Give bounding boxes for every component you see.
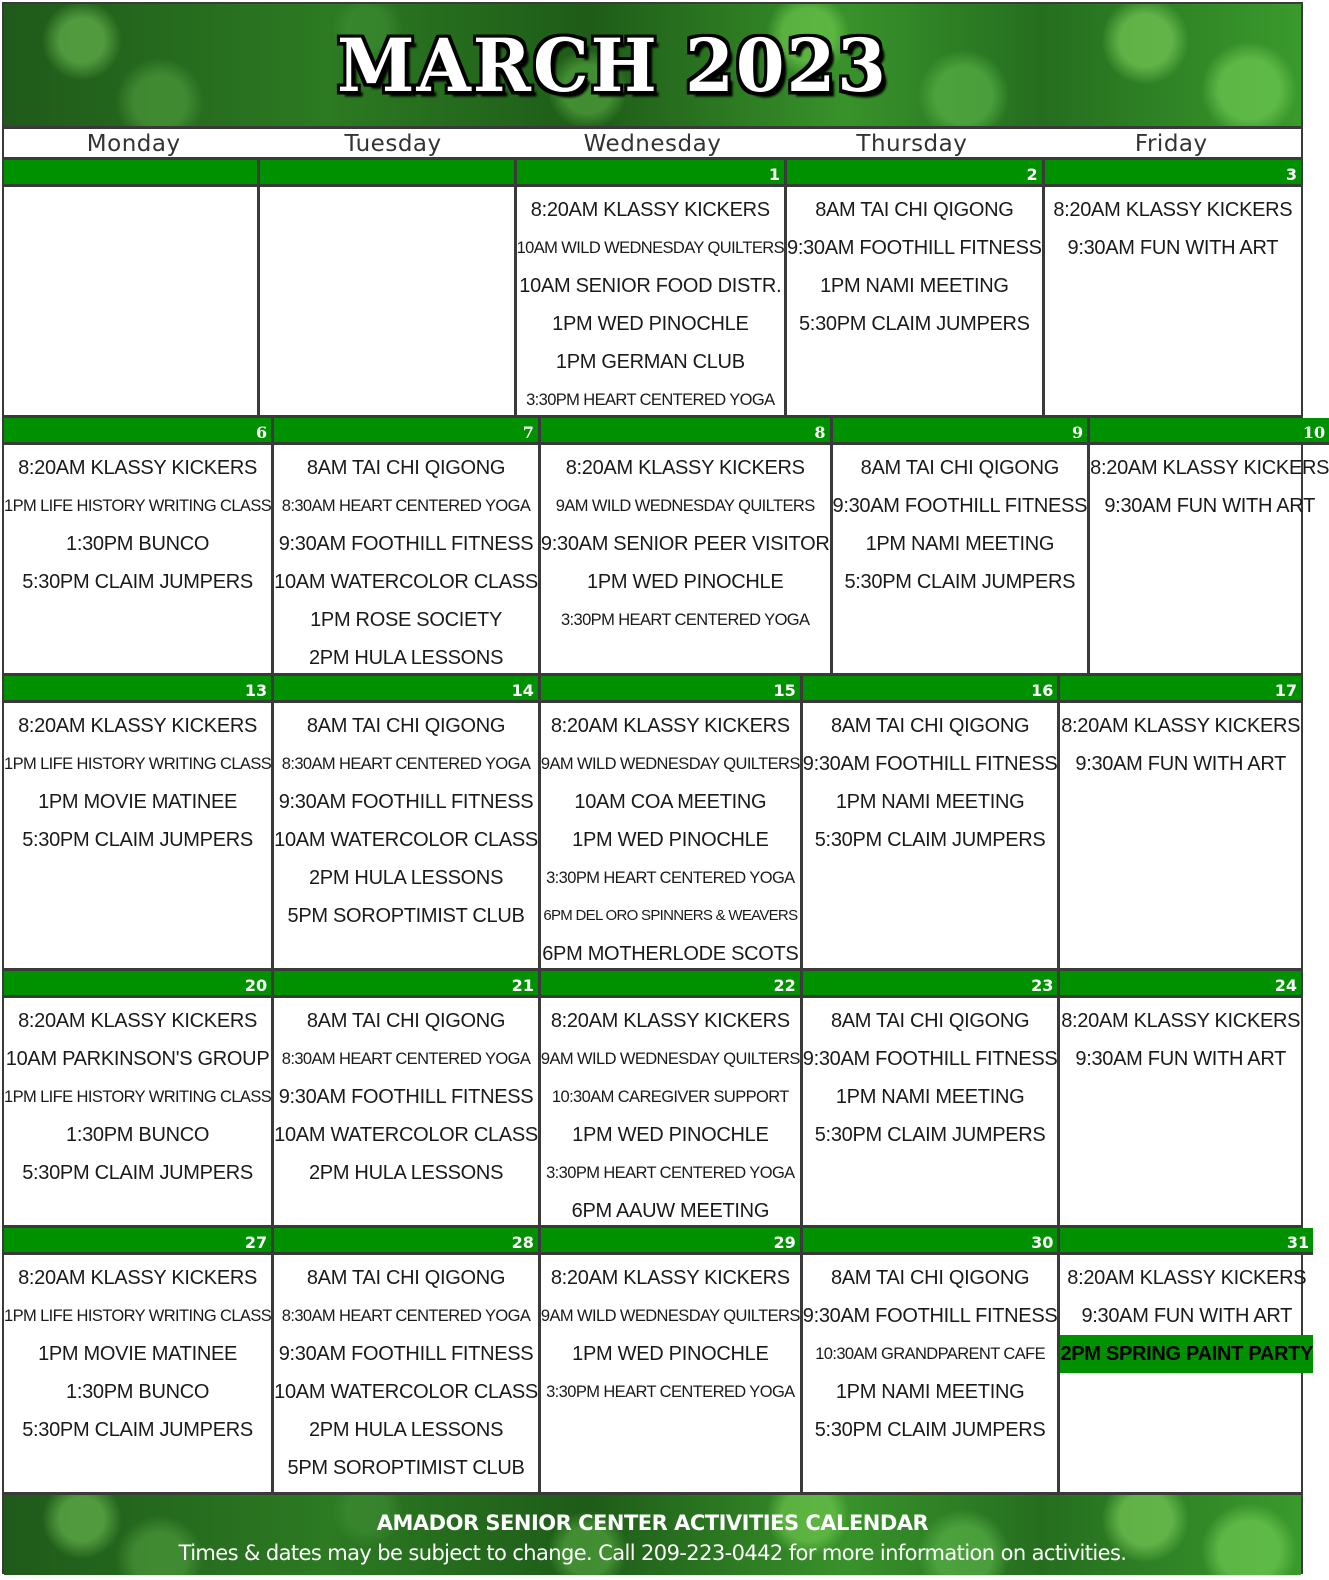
footer-banner bbox=[4, 1492, 1301, 1575]
weekday-thursday: Thursday bbox=[856, 131, 968, 157]
day-cell bbox=[4, 971, 274, 1230]
weekday-wednesday: Wednesday bbox=[583, 131, 722, 157]
event-list bbox=[541, 703, 800, 973]
event-item: 9AM WILD WEDNESDAY QUILTERS bbox=[540, 1307, 800, 1325]
event-item: 1PM NAMI MEETING bbox=[865, 533, 1055, 555]
event-item: 3:30PM HEART CENTERED YOGA bbox=[526, 391, 775, 409]
day-number: 14 bbox=[274, 676, 538, 703]
weekday-header-row bbox=[4, 126, 1301, 160]
event-item: 9:30AM FUN WITH ART bbox=[1075, 753, 1287, 775]
event-item: 3:30PM HEART CENTERED YOGA bbox=[546, 869, 795, 887]
day-cell bbox=[803, 971, 1061, 1230]
event-item: 8:20AM KLASSY KICKERS bbox=[550, 715, 790, 737]
event-item: 1PM MOVIE MATINEE bbox=[38, 1343, 238, 1365]
event-item: 8AM TAI CHI QIGONG bbox=[306, 457, 506, 479]
event-item: 8:20AM KLASSY KICKERS bbox=[550, 1267, 790, 1289]
event-item: 9:30AM FOOTHILL FITNESS bbox=[278, 791, 534, 813]
day-number: 24 bbox=[1060, 971, 1301, 998]
day-number: 7 bbox=[274, 418, 538, 445]
event-list bbox=[274, 445, 538, 677]
weekday-monday: Monday bbox=[86, 131, 181, 157]
day-cell bbox=[1090, 418, 1329, 677]
day-number: 31 bbox=[1060, 1228, 1313, 1255]
day-cell bbox=[1045, 160, 1301, 419]
event-item: 1PM LIFE HISTORY WRITING CLASS bbox=[4, 1307, 272, 1325]
event-item: 1PM NAMI MEETING bbox=[835, 1381, 1025, 1403]
event-item: 1:30PM BUNCO bbox=[66, 1124, 210, 1146]
day-cell bbox=[274, 418, 541, 677]
event-item: 3:30PM HEART CENTERED YOGA bbox=[560, 611, 810, 629]
event-item: 5:30PM CLAIM JUMPERS bbox=[844, 571, 1076, 593]
event-item: 8:20AM KLASSY KICKERS bbox=[1061, 715, 1301, 737]
calendar-grid bbox=[4, 160, 1329, 1492]
week-row bbox=[4, 1228, 1314, 1492]
event-list bbox=[1060, 998, 1301, 1230]
day-cell bbox=[274, 971, 541, 1230]
event-item: 1PM MOVIE MATINEE bbox=[38, 791, 238, 813]
event-list bbox=[803, 703, 1058, 973]
day-cell bbox=[803, 1228, 1061, 1492]
week-row bbox=[4, 418, 1329, 676]
event-item: 8:20AM KLASSY KICKERS bbox=[1067, 1267, 1307, 1289]
day-number: 8 bbox=[541, 418, 830, 445]
event-item: 10AM WATERCOLOR CLASS bbox=[274, 571, 538, 593]
event-item: 1PM WED PINOCHLE bbox=[572, 829, 769, 851]
event-item: 1:30PM BUNCO bbox=[66, 1381, 210, 1403]
event-item: 5:30PM CLAIM JUMPERS bbox=[798, 313, 1030, 335]
day-number: 23 bbox=[803, 971, 1058, 998]
event-item: 8AM TAI CHI QIGONG bbox=[815, 199, 1014, 221]
calendar-page bbox=[2, 2, 1329, 1574]
day-cell bbox=[517, 160, 787, 419]
event-item: 8:20AM KLASSY KICKERS bbox=[18, 1267, 258, 1289]
day-number: 10 bbox=[1090, 418, 1329, 445]
event-item: 10AM WATERCOLOR CLASS bbox=[274, 829, 538, 851]
event-item: 5:30PM CLAIM JUMPERS bbox=[22, 1162, 253, 1184]
event-list bbox=[541, 998, 800, 1230]
day-number: 15 bbox=[541, 676, 800, 703]
event-item: 9AM WILD WEDNESDAY QUILTERS bbox=[540, 1050, 800, 1068]
event-list bbox=[4, 187, 257, 419]
event-item: 1PM NAMI MEETING bbox=[820, 275, 1009, 297]
event-item: 10:30AM GRANDPARENT CAFE bbox=[815, 1345, 1046, 1363]
event-item: 1PM NAMI MEETING bbox=[835, 1086, 1025, 1108]
event-item: 5:30PM CLAIM JUMPERS bbox=[814, 1124, 1046, 1146]
event-item: 2PM HULA LESSONS bbox=[308, 867, 504, 889]
event-item: 5:30PM CLAIM JUMPERS bbox=[22, 571, 253, 593]
event-item: 1PM GERMAN CLUB bbox=[555, 351, 745, 373]
event-item: 5:30PM CLAIM JUMPERS bbox=[814, 1419, 1046, 1441]
event-item: 6PM DEL ORO SPINNERS & WEAVERS bbox=[543, 907, 798, 924]
day-cell bbox=[803, 676, 1061, 973]
event-item: 3:30PM HEART CENTERED YOGA bbox=[546, 1383, 795, 1401]
event-item: 1PM LIFE HISTORY WRITING CLASS bbox=[4, 1088, 272, 1106]
day-cell bbox=[541, 1228, 803, 1492]
event-item: 9:30AM FUN WITH ART bbox=[1067, 237, 1279, 259]
day-cell bbox=[541, 971, 803, 1230]
day-cell bbox=[4, 160, 260, 419]
footer-title: AMADOR SENIOR CENTER ACTIVITIES CALENDAR bbox=[376, 1511, 929, 1535]
event-item: 10AM SENIOR FOOD DISTR. bbox=[519, 275, 782, 297]
event-item: 5:30PM CLAIM JUMPERS bbox=[22, 1419, 253, 1441]
event-item: 8:20AM KLASSY KICKERS bbox=[18, 1010, 258, 1032]
event-item: 8:30AM HEART CENTERED YOGA bbox=[281, 1307, 531, 1325]
event-item: 8:20AM KLASSY KICKERS bbox=[1061, 1010, 1301, 1032]
event-item: 9:30AM FUN WITH ART bbox=[1104, 495, 1315, 517]
event-item: 9:30AM FOOTHILL FITNESS bbox=[802, 753, 1058, 775]
event-list bbox=[541, 445, 830, 677]
event-item: 9:30AM FOOTHILL FITNESS bbox=[802, 1305, 1058, 1327]
event-item: 8:20AM KLASSY KICKERS bbox=[1090, 457, 1329, 479]
day-cell bbox=[541, 676, 803, 973]
event-list bbox=[517, 187, 784, 419]
day-cell bbox=[541, 418, 833, 677]
event-item: 8:20AM KLASSY KICKERS bbox=[550, 1010, 790, 1032]
event-item: 10AM WILD WEDNESDAY QUILTERS bbox=[516, 239, 785, 257]
event-item: 3:30PM HEART CENTERED YOGA bbox=[546, 1164, 795, 1182]
day-number: 1 bbox=[517, 160, 784, 187]
event-item: 1PM WED PINOCHLE bbox=[587, 571, 784, 593]
event-item: 5:30PM CLAIM JUMPERS bbox=[814, 829, 1046, 851]
day-cell bbox=[1060, 1228, 1313, 1492]
event-item: 9:30AM FOOTHILL FITNESS bbox=[787, 237, 1042, 259]
event-item: 1PM WED PINOCHLE bbox=[572, 1124, 769, 1146]
event-list bbox=[4, 1255, 271, 1492]
event-list bbox=[274, 998, 538, 1230]
event-item: 8:20AM KLASSY KICKERS bbox=[18, 457, 258, 479]
day-number: 13 bbox=[4, 676, 271, 703]
event-item: 10AM WATERCOLOR CLASS bbox=[274, 1124, 538, 1146]
event-item: 9:30AM FOOTHILL FITNESS bbox=[278, 533, 534, 555]
title-banner bbox=[4, 4, 1301, 126]
event-item: 1PM NAMI MEETING bbox=[835, 791, 1025, 813]
day-number: 21 bbox=[274, 971, 538, 998]
event-item: 1PM LIFE HISTORY WRITING CLASS bbox=[4, 755, 272, 773]
event-list bbox=[1060, 703, 1301, 973]
day-cell bbox=[4, 418, 274, 677]
event-list bbox=[787, 187, 1042, 419]
day-cell bbox=[4, 1228, 274, 1492]
day-cell bbox=[1060, 676, 1301, 973]
featured-event: 2PM SPRING PAINT PARTY bbox=[1060, 1335, 1313, 1373]
day-number: 30 bbox=[803, 1228, 1058, 1255]
event-item: 10AM COA MEETING bbox=[574, 791, 767, 813]
month-title: MARCH 2023 bbox=[336, 21, 888, 109]
event-item: 2PM HULA LESSONS bbox=[308, 647, 504, 669]
event-item: 9:30AM FUN WITH ART bbox=[1081, 1305, 1293, 1327]
weekday-tuesday: Tuesday bbox=[344, 131, 442, 157]
day-number: 20 bbox=[4, 971, 271, 998]
day-number: 28 bbox=[274, 1228, 538, 1255]
event-item: 8:30AM HEART CENTERED YOGA bbox=[281, 1050, 531, 1068]
event-item: 8AM TAI CHI QIGONG bbox=[830, 1267, 1030, 1289]
event-item: 6PM AAUW MEETING bbox=[571, 1200, 770, 1222]
event-list bbox=[803, 1255, 1058, 1492]
event-item: 6PM MOTHERLODE SCOTS bbox=[542, 943, 799, 965]
event-item: 8:30AM HEART CENTERED YOGA bbox=[281, 497, 531, 515]
day-cell bbox=[274, 1228, 541, 1492]
day-number: 2 bbox=[787, 160, 1042, 187]
event-item: 8:20AM KLASSY KICKERS bbox=[18, 715, 258, 737]
event-list bbox=[1060, 1255, 1313, 1492]
day-number: 17 bbox=[1060, 676, 1301, 703]
day-cell bbox=[787, 160, 1045, 419]
day-number: 27 bbox=[4, 1228, 271, 1255]
event-item: 8AM TAI CHI QIGONG bbox=[306, 1010, 506, 1032]
event-item: 9:30AM FOOTHILL FITNESS bbox=[278, 1343, 534, 1365]
event-item: 9:30AM SENIOR PEER VISITOR bbox=[540, 533, 830, 555]
event-list bbox=[4, 998, 271, 1230]
day-number: 29 bbox=[541, 1228, 800, 1255]
weekday-friday: Friday bbox=[1134, 131, 1208, 157]
event-item: 2PM HULA LESSONS bbox=[308, 1419, 504, 1441]
event-item: 9:30AM FUN WITH ART bbox=[1075, 1048, 1287, 1070]
event-item: 9:30AM FOOTHILL FITNESS bbox=[278, 1086, 534, 1108]
day-cell bbox=[1060, 971, 1301, 1230]
event-item: 9:30AM FOOTHILL FITNESS bbox=[802, 1048, 1058, 1070]
event-list bbox=[833, 445, 1088, 677]
event-item: 1:30PM BUNCO bbox=[66, 533, 210, 555]
event-list bbox=[274, 1255, 538, 1492]
day-number bbox=[260, 160, 513, 187]
footer-note: Times & dates may be subject to change. Call 209-223-0442 for more information on activities. bbox=[178, 1541, 1127, 1565]
day-number: 9 bbox=[833, 418, 1088, 445]
event-item: 8:20AM KLASSY KICKERS bbox=[565, 457, 805, 479]
day-number: 16 bbox=[803, 676, 1058, 703]
event-item: 8:20AM KLASSY KICKERS bbox=[530, 199, 770, 221]
event-list bbox=[1045, 187, 1301, 419]
event-item: 1PM LIFE HISTORY WRITING CLASS bbox=[4, 497, 272, 515]
event-list bbox=[541, 1255, 800, 1492]
day-number: 22 bbox=[541, 971, 800, 998]
event-list bbox=[4, 445, 271, 677]
event-item: 8AM TAI CHI QIGONG bbox=[830, 1010, 1030, 1032]
event-item: 8AM TAI CHI QIGONG bbox=[830, 715, 1030, 737]
event-item: 8AM TAI CHI QIGONG bbox=[306, 715, 506, 737]
event-item: 8AM TAI CHI QIGONG bbox=[860, 457, 1060, 479]
event-item: 1PM WED PINOCHLE bbox=[572, 1343, 769, 1365]
event-item: 8AM TAI CHI QIGONG bbox=[306, 1267, 506, 1289]
day-cell bbox=[274, 676, 541, 973]
event-item: 9AM WILD WEDNESDAY QUILTERS bbox=[555, 497, 815, 515]
event-list bbox=[1090, 445, 1329, 677]
day-number: 6 bbox=[4, 418, 271, 445]
event-item: 5PM SOROPTIMIST CLUB bbox=[287, 905, 525, 927]
event-list bbox=[803, 998, 1058, 1230]
event-item: 5PM SOROPTIMIST CLUB bbox=[287, 1457, 525, 1479]
event-item: 10AM PARKINSON'S GROUP bbox=[5, 1048, 270, 1070]
event-item: 8:20AM KLASSY KICKERS bbox=[1053, 199, 1293, 221]
day-number bbox=[4, 160, 257, 187]
event-list bbox=[274, 703, 538, 973]
event-item: 10AM WATERCOLOR CLASS bbox=[274, 1381, 538, 1403]
week-row bbox=[4, 971, 1301, 1228]
day-cell bbox=[4, 676, 274, 973]
event-item: 9:30AM FOOTHILL FITNESS bbox=[832, 495, 1088, 517]
event-list bbox=[260, 187, 513, 419]
event-item: 8:30AM HEART CENTERED YOGA bbox=[281, 755, 531, 773]
event-list bbox=[4, 703, 271, 973]
event-item: 9AM WILD WEDNESDAY QUILTERS bbox=[540, 755, 800, 773]
event-item: 10:30AM CAREGIVER SUPPORT bbox=[551, 1088, 789, 1106]
event-item: 1PM WED PINOCHLE bbox=[552, 313, 749, 335]
event-item: 5:30PM CLAIM JUMPERS bbox=[22, 829, 253, 851]
week-row bbox=[4, 160, 1301, 418]
day-number: 3 bbox=[1045, 160, 1301, 187]
event-item: 2PM HULA LESSONS bbox=[308, 1162, 504, 1184]
week-row bbox=[4, 676, 1301, 971]
day-cell bbox=[833, 418, 1091, 677]
event-item: 1PM ROSE SOCIETY bbox=[310, 609, 502, 631]
day-cell bbox=[260, 160, 516, 419]
